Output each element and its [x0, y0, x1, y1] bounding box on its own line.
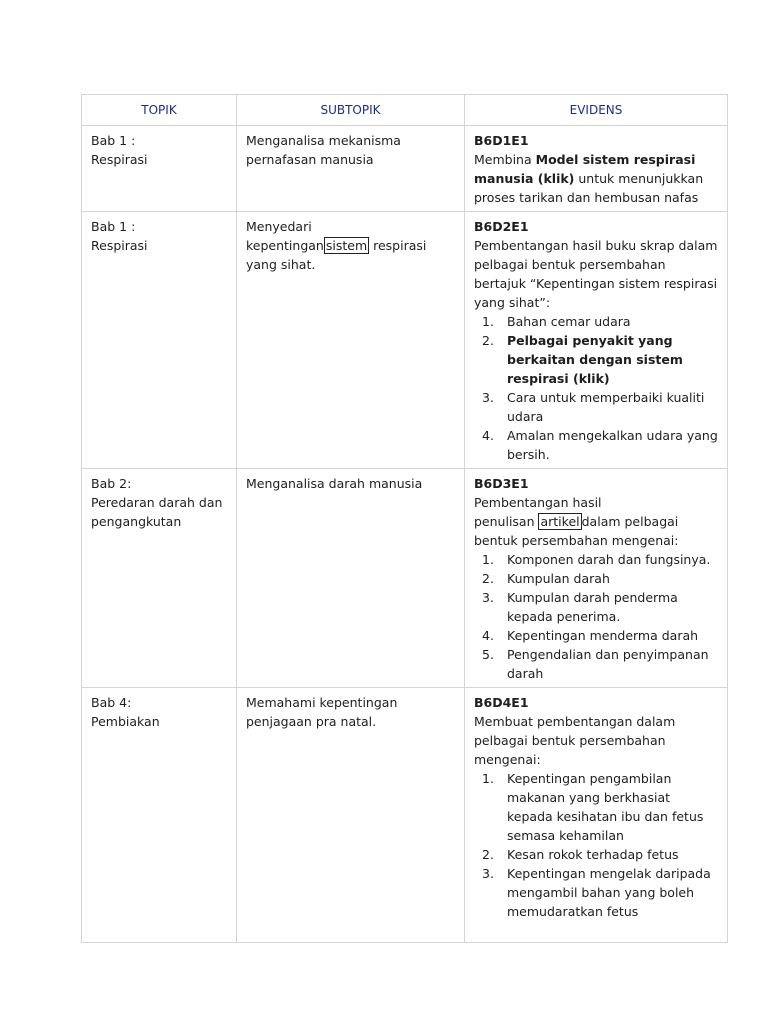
- list-item: 1. Bahan cemar udara: [482, 314, 631, 329]
- list-item[interactable]: 2. Pelbagai penyakit yang berkaitan dengan sistem respirasi (klik): [482, 333, 683, 386]
- topik-chapter: Bab 1 :: [91, 133, 136, 148]
- list-item: 1. Kepentingan pengambilan makanan yang berkhasiat kepada kesihatan ibu dan fetus semasa kehamilan: [482, 771, 704, 843]
- evidence-list: [474, 312, 719, 464]
- topik-cell: [82, 469, 237, 688]
- list-item: 3. Kepentingan mengelak daripada mengambil bahan yang boleh memudaratkan fetus: [482, 866, 711, 919]
- model-link[interactable]: Model sistem respirasi manusia (klik): [474, 152, 696, 186]
- list-item: 4. Kepentingan menderma darah: [482, 628, 699, 643]
- list-item: 1. Komponen darah dan fungsinya.: [482, 552, 711, 567]
- evidens-cell: [465, 469, 728, 688]
- topik-title: Pembiakan: [91, 714, 160, 729]
- table-row: [82, 688, 728, 943]
- topik-title: Respirasi: [91, 152, 148, 167]
- topik-title: Respirasi: [91, 238, 148, 253]
- subtopik-text: Memahami kepentingan penjagaan pra natal.: [246, 695, 398, 729]
- subtopik-cell: [237, 688, 465, 943]
- list-item: 5. Pengendalian dan penyimpanan darah: [482, 647, 709, 681]
- topik-chapter: Bab 4:: [91, 695, 132, 710]
- evidens-cell: [465, 126, 728, 212]
- evidence-code: B6D4E1: [474, 695, 529, 710]
- topik-title: Peredaran darah dan pengangkutan: [91, 495, 223, 529]
- evidens-cell: [465, 212, 728, 469]
- table-header-row: [82, 95, 728, 126]
- list-item: 3. Cara untuk memperbaiki kualiti udara: [482, 390, 705, 424]
- topik-cell: [82, 126, 237, 212]
- evidence-code: B6D1E1: [474, 133, 529, 148]
- evidence-table: [81, 94, 728, 943]
- boxed-word: artikel: [540, 514, 580, 529]
- evidence-intro-line: Pembentangan hasil: [474, 495, 602, 510]
- topik-cell: [82, 212, 237, 469]
- penyakit-link[interactable]: Pelbagai penyakit yang berkaitan dengan sistem respirasi (klik): [507, 333, 683, 386]
- topik-chapter: Bab 2:: [91, 476, 132, 491]
- list-item: 3. Kumpulan darah penderma kepada penerima.: [482, 590, 678, 624]
- table-row: [82, 212, 728, 469]
- header-subtopik: SUBTOPIK: [237, 95, 465, 126]
- evidence-list: [474, 550, 719, 683]
- evidence-description: Membina Model sistem respirasi manusia (klik) untuk menunjukkan proses tarikan dan hembusan nafas: [474, 152, 704, 205]
- boxed-word: sistem: [325, 238, 368, 253]
- subtopik-cell: [237, 212, 465, 469]
- table-row: [82, 126, 728, 212]
- list-item: 2. Kumpulan darah: [482, 571, 610, 586]
- subtopik-text: kepentingan sistem respirasi yang sihat.: [246, 238, 427, 272]
- subtopik-text: Menganalisa darah manusia: [246, 476, 423, 491]
- subtopik-cell: [237, 469, 465, 688]
- evidence-code: B6D3E1: [474, 476, 529, 491]
- subtopik-text: Menganalisa mekanisma pernafasan manusia: [246, 133, 401, 167]
- evidence-intro: penulisan artikel dalam pelbagai bentuk persembahan mengenai:: [474, 514, 679, 548]
- evidens-cell: [465, 688, 728, 943]
- topik-cell: [82, 688, 237, 943]
- evidence-intro: Membuat pembentangan dalam pelbagai bentuk persembahan mengenai:: [474, 714, 676, 767]
- header-evidens: EVIDENS: [465, 95, 728, 126]
- evidence-code: B6D2E1: [474, 219, 529, 234]
- subtopik-cell: [237, 126, 465, 212]
- header-topik: TOPIK: [82, 95, 237, 126]
- evidence-intro: Pembentangan hasil buku skrap dalam pelbagai bentuk persembahan bertajuk “Kepentingan sistem respirasi yang sihat”:: [474, 238, 718, 310]
- list-item: 4. Amalan mengekalkan udara yang bersih.: [482, 428, 718, 462]
- evidence-list: [474, 769, 719, 921]
- list-item: 2. Kesan rokok terhadap fetus: [482, 847, 679, 862]
- topik-chapter: Bab 1 :: [91, 219, 136, 234]
- table-row: [82, 469, 728, 688]
- subtopik-line: Menyedari: [246, 219, 312, 234]
